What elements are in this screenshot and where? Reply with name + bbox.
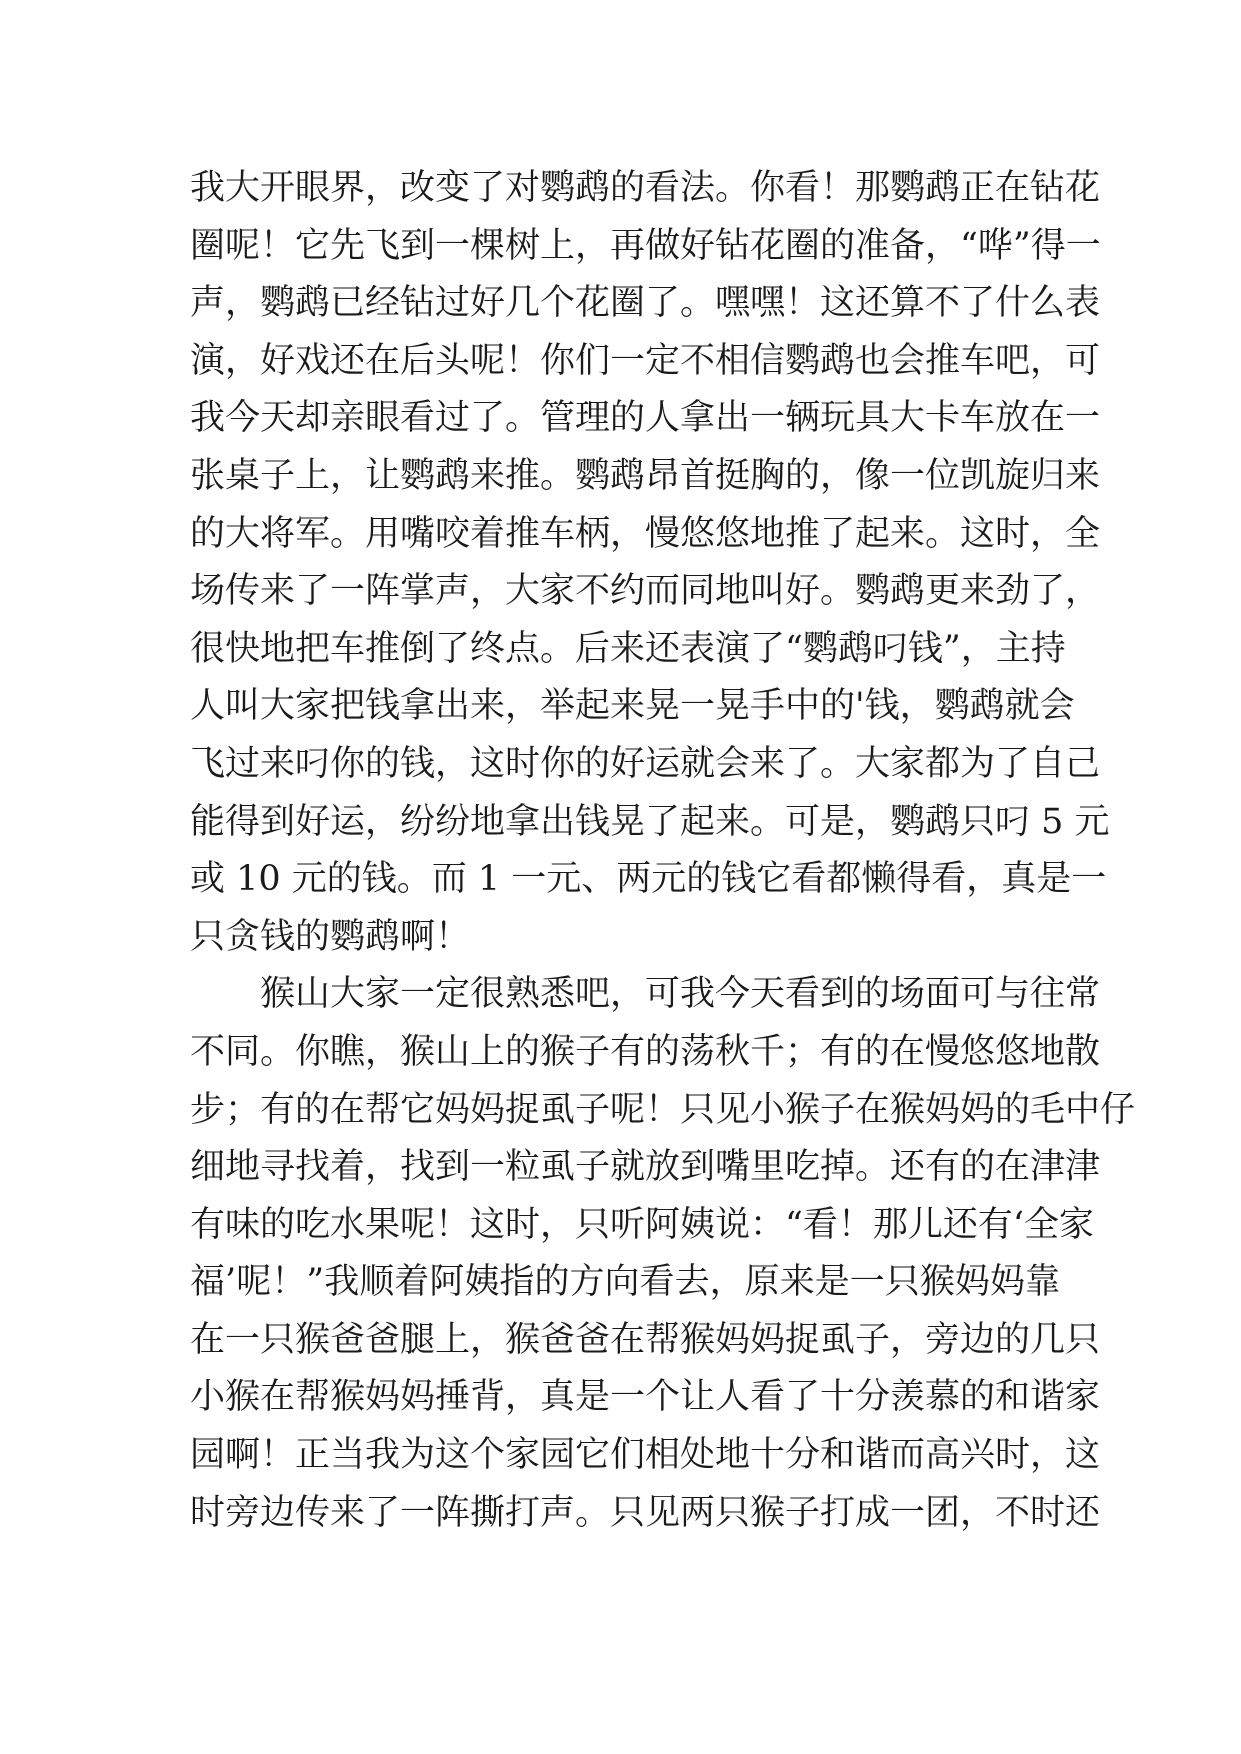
text-line: 人叫大家把钱拿出来，举起来晃一晃手中的'钱，鹦鹉就会	[190, 686, 1075, 727]
paragraph-monkey-hill	[190, 966, 1136, 1542]
text-line: 声，鹦鹉已经钻过好几个花圈了。嘿嘿！这还算不了什么表	[190, 283, 1101, 324]
text-line: 飞过来叼你的钱，这时你的好运就会来了。大家都为了自己	[190, 743, 1101, 784]
text-line: 猴山大家一定很熟悉吧，可我今天看到的场面可与往常	[190, 974, 1101, 1015]
text-line: 圈呢！它先飞到一棵树上，再做好钻花圈的准备，“哗”得一	[190, 225, 1101, 266]
text-line: 细地寻找着，找到一粒虱子就放到嘴里吃掉。还有的在津津	[190, 1147, 1101, 1188]
text-line: 有味的吃水果呢！这时，只听阿姨说：“看！那儿还有‘全家	[190, 1204, 1095, 1245]
text-line: 时旁边传来了一阵撕打声。只见两只猴子打成一团，不时还	[190, 1492, 1101, 1533]
text-line: 步；有的在帮它妈妈捉虱子呢！只见小猴子在猴妈妈的毛中仔	[190, 1089, 1136, 1130]
text-line: 很快地把车推倒了终点。后来还表演了“鹦鹉叼钱”，主持	[190, 628, 1066, 669]
text-line: 张桌子上，让鹦鹉来推。鹦鹉昂首挺胸的，像一位凯旋归来	[190, 455, 1101, 496]
text-line: 小猴在帮猴妈妈捶背，真是一个让人看了十分羡慕的和谐家	[190, 1377, 1101, 1418]
text-line: 场传来了一阵掌声，大家不约而同地叫好。鹦鹉更来劲了，	[190, 571, 1101, 612]
text-line: 或 10 元的钱。而 1 一元、两元的钱它看都懒得看，真是一	[190, 859, 1107, 900]
text-line: 的大将军。用嘴咬着推车柄，慢悠悠地推了起来。这时，全	[190, 513, 1101, 554]
text-line: 能得到好运，纷纷地拿出钱晃了起来。可是，鹦鹉只叼 5 元	[190, 801, 1110, 842]
text-line: 我今天却亲眼看过了。管理的人拿出一辆玩具大卡车放在一	[190, 398, 1101, 439]
text-line: 福’呢！”我顺着阿姨指的方向看去，原来是一只猴妈妈靠	[190, 1262, 1060, 1303]
text-line: 只贪钱的鹦鹉啊！	[190, 916, 471, 957]
text-line: 不同。你瞧，猴山上的猴子有的荡秋千；有的在慢悠悠地散	[190, 1031, 1101, 1072]
text-line: 我大开眼界，改变了对鹦鹉的看法。你看！那鹦鹉正在钻花	[190, 168, 1101, 208]
text-line: 演，好戏还在后头呢！你们一定不相信鹦鹉也会推车吧，可	[190, 340, 1101, 381]
text-line: 园啊！正当我为这个家园它们相处地十分和谐而高兴时，这	[190, 1435, 1101, 1476]
document-body	[190, 160, 1136, 1542]
paragraph-parrot-show	[190, 160, 1110, 966]
text-line: 在一只猴爸爸腿上，猴爸爸在帮猴妈妈捉虱子，旁边的几只	[190, 1319, 1101, 1360]
